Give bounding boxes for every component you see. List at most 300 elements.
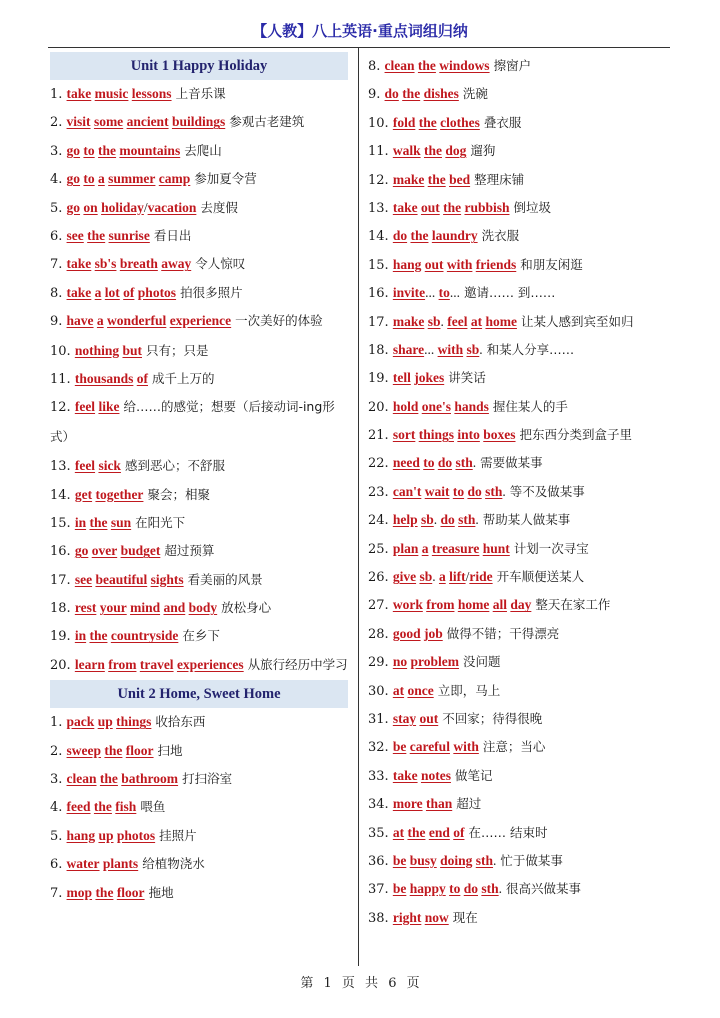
key-word: lessons	[131, 86, 172, 101]
key-word: rubbish	[464, 199, 510, 215]
item-number: 38.	[368, 910, 389, 926]
key-word: up	[98, 827, 114, 843]
key-word: camp	[158, 171, 191, 187]
phrase-item	[50, 137, 348, 165]
item-number: 1.	[50, 87, 63, 102]
item-number: 11.	[50, 371, 71, 387]
key-word: out	[424, 256, 444, 272]
item-number: 15.	[50, 515, 71, 531]
key-word: at	[470, 313, 483, 329]
key-word: pack	[66, 714, 95, 730]
key-word: hands	[454, 398, 489, 414]
item-number: 33.	[368, 768, 389, 784]
key-word: photos	[116, 827, 156, 843]
chinese-meaning: 放松身心	[221, 600, 272, 616]
key-word: can't	[392, 483, 422, 499]
item-number: 14.	[50, 487, 71, 503]
key-word: nothing	[74, 342, 120, 358]
item-number: 17.	[50, 572, 71, 588]
phrase-item	[368, 52, 670, 80]
key-word: do	[440, 512, 455, 528]
item-number: 16.	[50, 544, 71, 560]
key-word: job	[423, 625, 443, 641]
key-word: sth	[485, 483, 503, 499]
chinese-meaning: 打扫浴室	[182, 771, 233, 787]
key-word: experience	[169, 313, 232, 329]
key-word: into	[457, 427, 480, 443]
chinese-meaning: 叠衣服	[483, 114, 522, 130]
key-word: budget	[120, 543, 161, 559]
item-number: 10.	[368, 115, 389, 131]
phrase-item	[50, 594, 348, 622]
item-number: 37.	[368, 882, 389, 898]
chinese-meaning: 做笔记	[454, 767, 493, 783]
item-number: 10.	[50, 343, 71, 359]
item-number: 4.	[50, 800, 63, 816]
key-word: notes	[420, 767, 451, 783]
key-word: body	[188, 600, 218, 616]
item-number: 6.	[50, 857, 63, 873]
key-word: sth	[458, 512, 476, 528]
chinese-meaning: 邀请…… 到……	[463, 285, 556, 301]
item-number: 27.	[368, 598, 389, 614]
key-word: the	[417, 58, 436, 73]
item-number: 8.	[50, 285, 63, 301]
page-footer: 第 1 页 共 6 页	[300, 976, 420, 991]
item-number: 35.	[368, 825, 389, 841]
phrase-item	[50, 622, 348, 650]
key-word: to	[83, 142, 95, 158]
chinese-meaning: 整理床铺	[474, 171, 525, 187]
chinese-meaning: 上音乐课	[175, 86, 226, 101]
item-number: 18.	[368, 342, 389, 358]
key-word: no	[392, 654, 408, 670]
phrase-item	[368, 279, 670, 307]
item-number: 13.	[368, 200, 389, 216]
key-word: some	[93, 114, 124, 130]
key-word: sweep	[66, 742, 102, 758]
key-word: learn	[74, 656, 105, 672]
phrase-item	[50, 537, 348, 565]
key-word: floor	[125, 742, 154, 758]
chinese-meaning: 拖地	[148, 884, 174, 900]
key-word: travel	[139, 656, 174, 672]
phrase-item	[368, 166, 670, 194]
key-word: a	[94, 284, 102, 300]
key-word: laundry	[431, 228, 478, 244]
key-word: invite	[392, 285, 426, 301]
word-separator: .	[498, 881, 503, 897]
item-number: 18.	[50, 601, 71, 617]
key-word: the	[95, 884, 114, 900]
key-word: more	[392, 796, 423, 812]
chinese-meaning: 在…… 结束时	[468, 824, 548, 840]
key-word: do	[467, 483, 482, 499]
phrase-item	[50, 765, 348, 793]
phrase-item	[50, 165, 348, 193]
chinese-meaning: 等不及做某事	[509, 483, 585, 499]
key-word: the	[99, 771, 118, 787]
phrase-item	[50, 737, 348, 765]
item-number: 26.	[368, 570, 389, 586]
key-word: sth	[455, 455, 473, 471]
key-word: away	[161, 256, 192, 272]
key-word: hang	[66, 827, 96, 843]
key-word: in	[74, 628, 87, 644]
phrase-item	[368, 449, 670, 477]
key-word: the	[93, 799, 112, 815]
item-number: 1.	[50, 715, 63, 731]
phrase-item	[368, 506, 670, 534]
key-word: see	[66, 227, 84, 243]
key-word: take	[66, 86, 92, 101]
phrase-item	[368, 421, 670, 449]
key-word: buildings	[171, 114, 226, 130]
key-word: make	[392, 171, 425, 187]
key-word: clean	[66, 771, 97, 787]
phrase-item	[368, 591, 670, 619]
key-word: plan	[392, 540, 419, 556]
key-word: sun	[110, 514, 132, 530]
key-word: feel	[74, 458, 96, 474]
chinese-meaning: 需要做某事	[480, 455, 543, 471]
chinese-meaning: 超过	[456, 796, 482, 812]
phrase-item	[368, 137, 670, 165]
key-word: home	[457, 597, 490, 613]
item-number: 4.	[50, 172, 63, 188]
item-number: 34.	[368, 797, 389, 813]
phrase-item	[50, 307, 348, 336]
key-word: day	[510, 597, 532, 613]
key-word: right	[392, 909, 422, 925]
item-number: 8.	[368, 59, 381, 74]
phrase-item	[368, 194, 670, 222]
chinese-meaning: 计划一次寻宝	[513, 540, 589, 556]
chinese-meaning: 从旅行经历中学习	[247, 656, 348, 672]
key-word: one's	[421, 398, 451, 414]
key-word: be	[392, 739, 407, 755]
key-word: experiences	[176, 656, 244, 672]
phrase-item	[368, 308, 670, 336]
key-word: a	[438, 569, 446, 585]
phrase-item	[50, 393, 348, 452]
key-word: take	[66, 256, 92, 272]
key-word: vacation	[147, 199, 197, 215]
key-word: all	[492, 597, 507, 613]
key-word: countryside	[110, 628, 179, 644]
chinese-meaning: 挂照片	[159, 827, 197, 843]
chinese-meaning: 令人惊叹	[195, 256, 246, 272]
key-word: clean	[384, 58, 415, 73]
key-word: from	[426, 597, 455, 613]
item-number: 13.	[50, 459, 71, 475]
key-word: mind	[130, 600, 161, 616]
word-separator: .	[440, 313, 448, 329]
key-word: give	[392, 569, 417, 585]
chinese-meaning: 立即，马上	[437, 682, 501, 698]
key-word: the	[418, 114, 437, 130]
key-word: boxes	[483, 427, 516, 443]
chinese-meaning: 超过预算	[164, 543, 215, 559]
phrase-item	[368, 563, 670, 591]
item-number: 9.	[368, 87, 381, 103]
item-number: 9.	[50, 314, 63, 330]
word-separator: .	[479, 341, 483, 357]
item-number: 5.	[50, 828, 63, 844]
phrase-item	[50, 222, 348, 250]
key-word: visit	[66, 114, 91, 130]
item-number: 12.	[50, 400, 71, 416]
chinese-meaning: 整天在家工作	[535, 597, 611, 613]
phrase-item	[50, 879, 348, 907]
key-word: mountains	[119, 142, 181, 158]
phrase-item	[368, 535, 670, 563]
chinese-meaning: 一次美好的体验	[235, 313, 323, 329]
key-word: sth	[481, 881, 499, 897]
key-word: sb	[420, 512, 434, 528]
chinese-meaning: 擦窗户	[493, 58, 532, 73]
phrase-item	[368, 336, 670, 364]
key-word: breath	[119, 256, 158, 272]
chinese-meaning: 在乡下	[182, 628, 220, 644]
key-word: of	[123, 284, 135, 300]
phrase-item	[368, 790, 670, 818]
phrase-item	[368, 364, 670, 392]
key-word: dishes	[423, 86, 459, 102]
key-word: jokes	[414, 370, 445, 386]
key-word: sb	[466, 341, 480, 357]
item-number: 23.	[368, 484, 389, 500]
key-word: the	[423, 143, 442, 159]
phrase-item	[50, 279, 348, 307]
key-word: to	[438, 285, 450, 301]
key-word: a	[98, 171, 105, 187]
key-word: at	[392, 682, 405, 698]
chinese-meaning: 注意；当心	[482, 739, 546, 755]
chinese-meaning: 拍很多照片	[180, 284, 243, 300]
key-word: lift	[449, 569, 466, 585]
key-word: have	[66, 313, 94, 329]
item-number: 12.	[368, 172, 389, 188]
phrase-item	[368, 762, 670, 790]
item-number: 19.	[50, 629, 71, 645]
key-word: windows	[439, 58, 490, 73]
key-word: sunrise	[108, 227, 150, 243]
item-number: 30.	[368, 683, 389, 699]
key-word: the	[89, 514, 108, 530]
key-word: photos	[137, 284, 177, 300]
key-word: problem	[410, 654, 459, 670]
key-word: but	[122, 342, 142, 358]
key-word: sth	[475, 852, 494, 868]
key-word: the	[427, 171, 446, 187]
key-word: the	[443, 199, 462, 215]
word-separator: ...	[425, 285, 439, 301]
key-word: to	[452, 483, 465, 499]
key-word: to	[423, 455, 435, 471]
key-word: happy	[409, 881, 446, 897]
item-number: 3.	[50, 143, 63, 159]
key-word: the	[98, 142, 117, 158]
phrase-item	[50, 822, 348, 850]
left-column	[50, 52, 348, 907]
phrase-item	[50, 850, 348, 878]
key-word: take	[392, 199, 418, 215]
key-word: help	[392, 512, 418, 528]
key-word: see	[74, 571, 93, 587]
chinese-meaning: 遛狗	[470, 143, 496, 159]
key-word: together	[95, 486, 144, 502]
chinese-meaning: 喂鱼	[140, 799, 166, 815]
key-word: dog	[445, 143, 467, 159]
word-separator: /	[465, 569, 470, 585]
phrase-item	[368, 222, 670, 250]
key-word: feel	[447, 313, 468, 329]
right-column	[368, 52, 670, 932]
key-word: end	[428, 824, 450, 840]
key-word: the	[407, 824, 426, 840]
key-word: make	[392, 313, 425, 329]
key-word: the	[87, 227, 106, 243]
phrase-item	[50, 80, 348, 108]
phrase-item	[368, 109, 670, 137]
key-word: take	[66, 284, 92, 300]
phrase-item	[368, 251, 670, 279]
unit-header: Unit 1 Happy Holiday	[50, 52, 348, 80]
key-word: home	[485, 313, 517, 329]
column-divider	[358, 48, 359, 966]
key-word: a	[421, 540, 429, 556]
key-word: do	[392, 228, 408, 244]
key-word: sick	[98, 458, 121, 474]
key-word: doing	[440, 852, 473, 868]
key-word: wonderful	[107, 313, 167, 329]
phrase-item	[50, 365, 348, 393]
phrase-item	[368, 677, 670, 705]
word-separator: .	[475, 512, 479, 528]
key-word: bed	[449, 171, 471, 187]
key-word: sb's	[94, 256, 117, 272]
chinese-meaning: 很高兴做某事	[506, 881, 582, 897]
phrase-item	[368, 904, 670, 932]
document-title: 【人教】八上英语·重点词组归纳	[252, 22, 468, 40]
chinese-meaning: 参观古老建筑	[229, 114, 305, 130]
item-number: 24.	[368, 513, 389, 529]
key-word: to	[449, 881, 461, 897]
chinese-meaning: 握住某人的手	[492, 398, 568, 414]
chinese-meaning: 去度假	[200, 199, 238, 215]
key-word: sort	[392, 427, 416, 443]
key-word: of	[453, 824, 465, 840]
key-word: ancient	[126, 114, 169, 130]
key-word: tell	[392, 370, 411, 386]
key-word: like	[98, 399, 120, 415]
chinese-meaning: 让某人感到宾至如归	[520, 313, 634, 329]
key-word: clothes	[440, 114, 480, 130]
item-number: 17.	[368, 314, 389, 330]
item-number: 31.	[368, 711, 389, 727]
item-number: 20.	[368, 399, 389, 415]
key-word: sb	[419, 569, 433, 585]
key-word: things	[418, 427, 454, 443]
chinese-meaning: 洗衣服	[481, 228, 520, 244]
key-word: than	[425, 796, 453, 812]
chinese-meaning: 不回家；待得很晚	[442, 710, 543, 726]
item-number: 15.	[368, 257, 389, 273]
key-word: share	[392, 341, 425, 357]
item-number: 20.	[50, 657, 71, 673]
word-separator: .	[433, 512, 441, 528]
word-separator: .	[432, 569, 439, 585]
phrase-item	[368, 847, 670, 875]
chinese-meaning: 感到恶心；不舒服	[124, 458, 225, 474]
header-rule	[48, 47, 670, 48]
key-word: and	[163, 600, 186, 616]
chinese-meaning: 在阳光下	[135, 514, 186, 530]
phrase-item	[368, 875, 670, 903]
chinese-meaning: 给植物浇水	[142, 856, 205, 872]
item-number: 14.	[368, 229, 389, 245]
key-word: summer	[108, 171, 156, 187]
word-separator: .	[472, 455, 477, 471]
chinese-meaning: 帮助某人做某事	[482, 512, 571, 528]
chinese-meaning: 收拾东西	[155, 714, 206, 730]
phrase-item	[368, 705, 670, 733]
word-separator: /	[143, 199, 148, 215]
item-number: 7.	[50, 885, 63, 901]
phrase-item	[368, 393, 670, 421]
phrase-item	[50, 194, 348, 222]
phrase-item	[368, 620, 670, 648]
key-word: be	[392, 852, 407, 868]
key-word: sb	[427, 313, 441, 329]
key-word: fold	[392, 114, 416, 130]
key-word: ride	[469, 569, 493, 585]
chinese-meaning: 和某人分享……	[486, 341, 575, 357]
chinese-meaning: 现在	[452, 909, 478, 925]
key-word: treasure	[431, 540, 480, 556]
item-number: 5.	[50, 200, 63, 216]
key-word: hang	[392, 256, 422, 272]
key-word: lot	[104, 284, 120, 300]
key-word: in	[74, 514, 87, 530]
key-word: plants	[102, 856, 139, 872]
key-word: mop	[66, 884, 93, 900]
item-number: 19.	[368, 371, 389, 387]
chinese-meaning: 开车顺便送某人	[496, 569, 585, 585]
key-word: do	[463, 881, 478, 897]
key-word: with	[446, 256, 473, 272]
chinese-meaning: 讲笑话	[448, 370, 486, 386]
item-number: 28.	[368, 626, 389, 642]
key-word: work	[392, 597, 423, 613]
phrase-item	[50, 566, 348, 594]
key-word: things	[116, 714, 152, 730]
key-word: fish	[115, 799, 137, 815]
key-word: busy	[409, 852, 437, 868]
key-word: at	[392, 824, 405, 840]
key-word: sights	[150, 571, 184, 587]
phrase-item	[50, 651, 348, 680]
phrase-item	[50, 108, 348, 136]
item-number: 32.	[368, 740, 389, 756]
phrase-item	[368, 819, 670, 847]
key-word: stay	[392, 710, 417, 726]
chinese-meaning: 倒垃圾	[513, 199, 552, 215]
word-separator: .	[493, 852, 497, 868]
key-word: be	[392, 881, 407, 897]
phrase-item	[368, 478, 670, 506]
